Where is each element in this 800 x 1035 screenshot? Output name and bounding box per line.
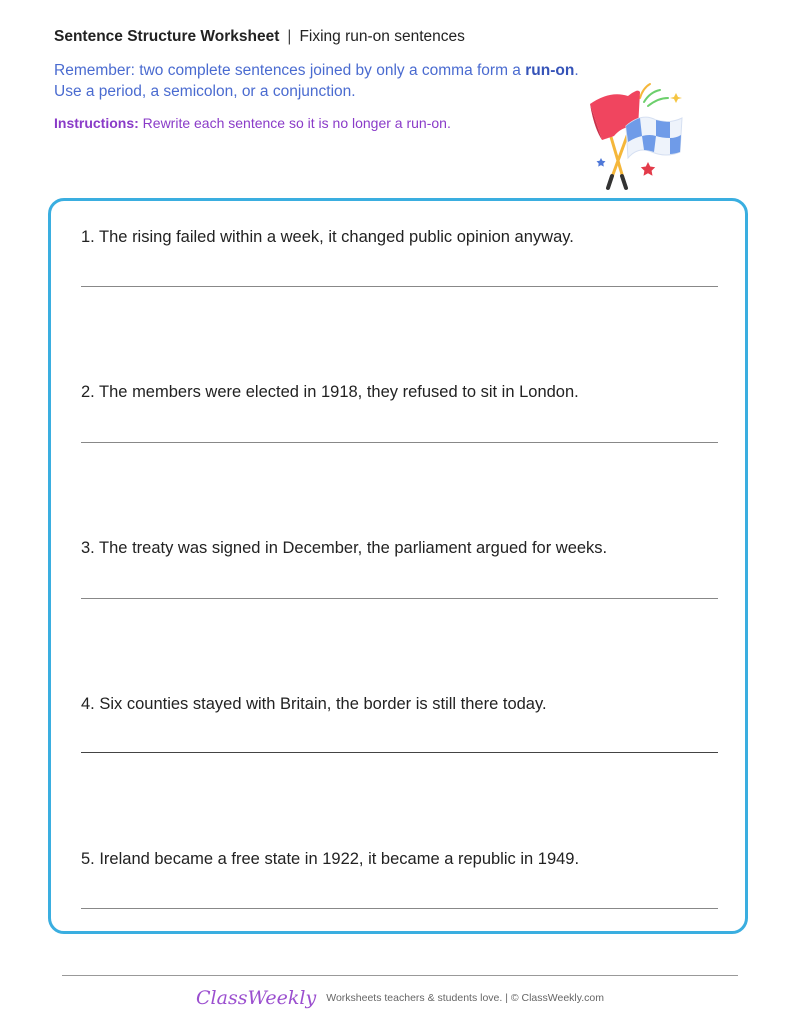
- footer: [0, 987, 800, 1009]
- answer-line-3[interactable]: [81, 598, 718, 599]
- confetti-icon: [640, 84, 668, 106]
- remember-highlight: run-on: [525, 62, 575, 79]
- answer-line-1[interactable]: [81, 286, 718, 287]
- classweekly-logo: ClassWeekly: [196, 987, 317, 1009]
- worksheet-header: [54, 28, 465, 46]
- question-5: 5. Ireland became a free state in 1922, it became a republic in 1949.: [81, 850, 580, 868]
- question-2: 2. The members were elected in 1918, they refused to sit in London.: [81, 383, 579, 401]
- footer-tagline: Worksheets teachers & students love. | © ClassWeekly.com: [326, 992, 604, 1004]
- answer-line-4[interactable]: [81, 752, 718, 753]
- worksheet-subtitle: Fixing run-on sentences: [299, 28, 465, 45]
- instructions-label: Instructions:: [54, 115, 139, 131]
- instructions: [54, 115, 451, 131]
- remember-text-before: Remember: two complete sentences joined by only a comma form a: [54, 62, 526, 79]
- red-star-icon: [641, 162, 655, 176]
- blue-star-icon: [597, 158, 606, 167]
- remember-note: [54, 60, 594, 102]
- answer-line-5[interactable]: [81, 908, 718, 909]
- question-3: 3. The treaty was signed in December, the parliament argued for weeks.: [81, 539, 608, 557]
- question-4: 4. Six counties stayed with Britain, the border is still there today.: [81, 695, 547, 713]
- checkered-flag-icon: [626, 117, 682, 158]
- questions-panel: [48, 198, 748, 934]
- worksheet-title: Sentence Structure Worksheet: [54, 28, 280, 45]
- sparkle-icon: [670, 93, 682, 103]
- instructions-text: Rewrite each sentence so it is no longer a run-on.: [138, 115, 451, 131]
- answer-line-2[interactable]: [81, 442, 718, 443]
- footer-divider: [62, 975, 738, 976]
- crossed-flags-icon: [580, 80, 690, 195]
- question-1: 1. The rising failed within a week, it changed public opinion anyway.: [81, 228, 574, 246]
- header-separator: |: [287, 28, 292, 45]
- remember-text-after: . Use a period, a semicolon, or a conjunction.: [54, 62, 579, 100]
